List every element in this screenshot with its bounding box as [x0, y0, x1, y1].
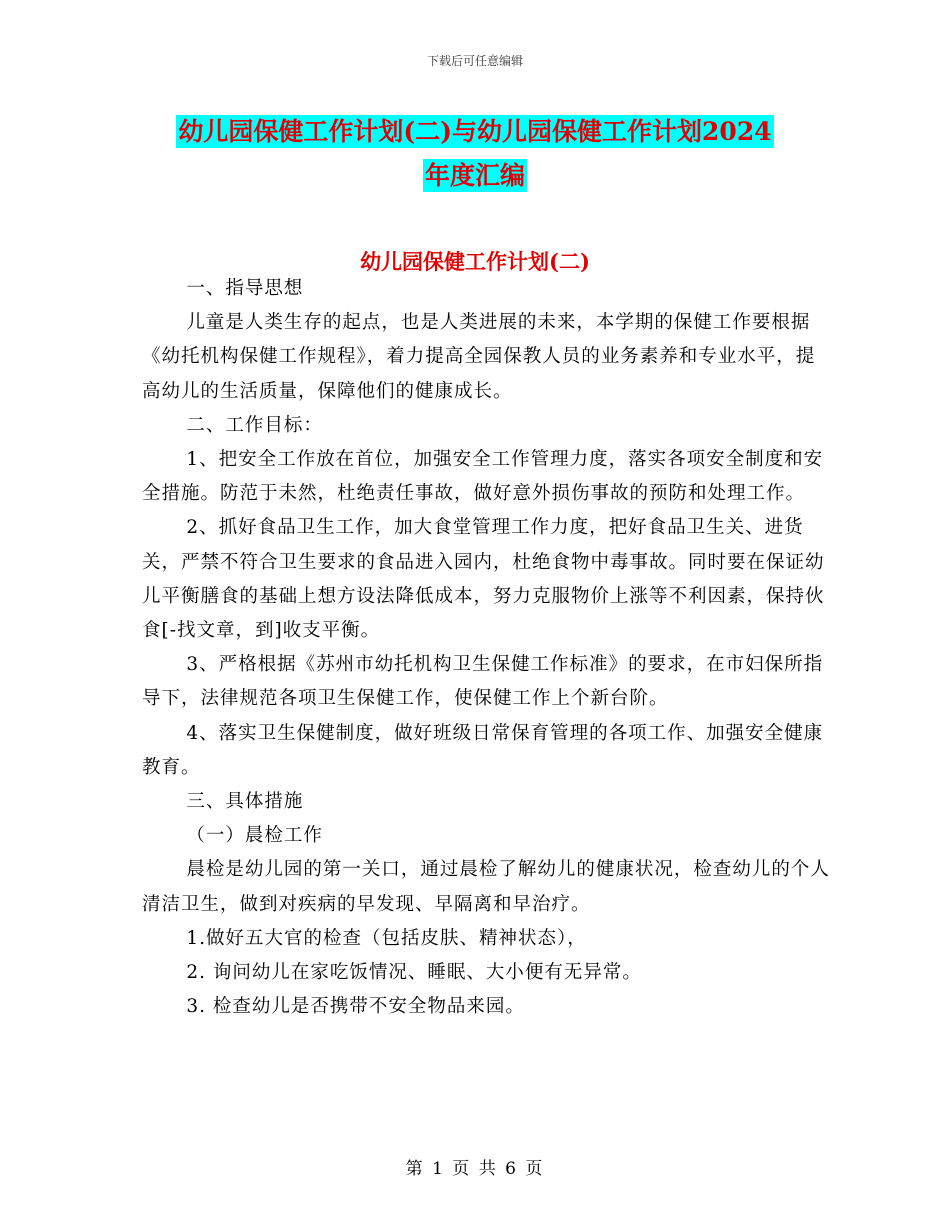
title-line-2: 年度汇编 [424, 161, 525, 190]
paragraph-goal-1: 1、把安全工作放在首位，加强安全工作管理力度，落实各项安全制度和安全措施。防范于未然，杜绝责任事故，做好意外损伤事故的预防和处理工作。 [142, 449, 824, 505]
section-title: 幼儿园保健工作计划(二) [360, 249, 590, 274]
paragraph-goal-2: 2、抓好食品卫生工作，加大食堂管理工作力度，把好食品卫生关、进货关，严禁不符合卫生要求的食品进入园内，杜绝食物中毒事故。同时要在保证幼儿平衡膳食的基础上想方设法降低成本，努力克服物价上涨等不利因素，保持伙食[-找文章，到]收支平衡。 [142, 517, 825, 642]
document-title [0, 110, 950, 198]
paragraph-guiding-ideology: 儿童是人类生存的起点，也是人类进展的未来，本学期的保健工作要根据《幼托机构保健工作规程》，着力提高全园保教人员的业务素养和专业水平，提高幼儿的生活质量，保障他们的健康成长。 [142, 312, 816, 402]
paragraph-goal-4: 4、落实卫生保健制度，做好班级日常保育管理的各项工作、加强安全健康教育。 [142, 722, 824, 778]
document-body [142, 272, 832, 1024]
heading-work-goals: 二、工作目标： [186, 414, 323, 436]
list-item-3: 3. 检查幼儿是否携带不安全物品来园。 [186, 996, 525, 1018]
header-note: 下载后可任意编辑 [426, 54, 523, 68]
paragraph-goal-3: 3、严格根据《苏州市幼托机构卫生保健工作标准》的要求，在市妇保所指导下，法律规范各项卫生保健工作，使保健工作上个新台阶。 [142, 654, 824, 710]
heading-morning-check: （一）晨检工作 [186, 825, 323, 847]
heading-measures: 三、具体措施 [186, 791, 304, 813]
list-item-2: 2. 询问幼儿在家吃饭情况、睡眠、大小便有无异常。 [186, 962, 642, 984]
title-line-1: 幼儿园保健工作计划(二)与幼儿园保健工作计划2024 [178, 117, 772, 146]
paragraph-morning-check: 晨检是幼儿园的第一关口，通过晨检了解幼儿的健康状况，检查幼儿的个人清洁卫生，做到对疾病的早发现、早隔离和早治疗。 [142, 859, 830, 915]
page-number-footer: 第 1 页 共 6 页 [405, 1159, 545, 1179]
heading-guiding-ideology: 一、指导思想 [186, 278, 304, 299]
list-item-1: 1.做好五大官的检查（包括皮肤、精神状态）， [186, 927, 587, 949]
